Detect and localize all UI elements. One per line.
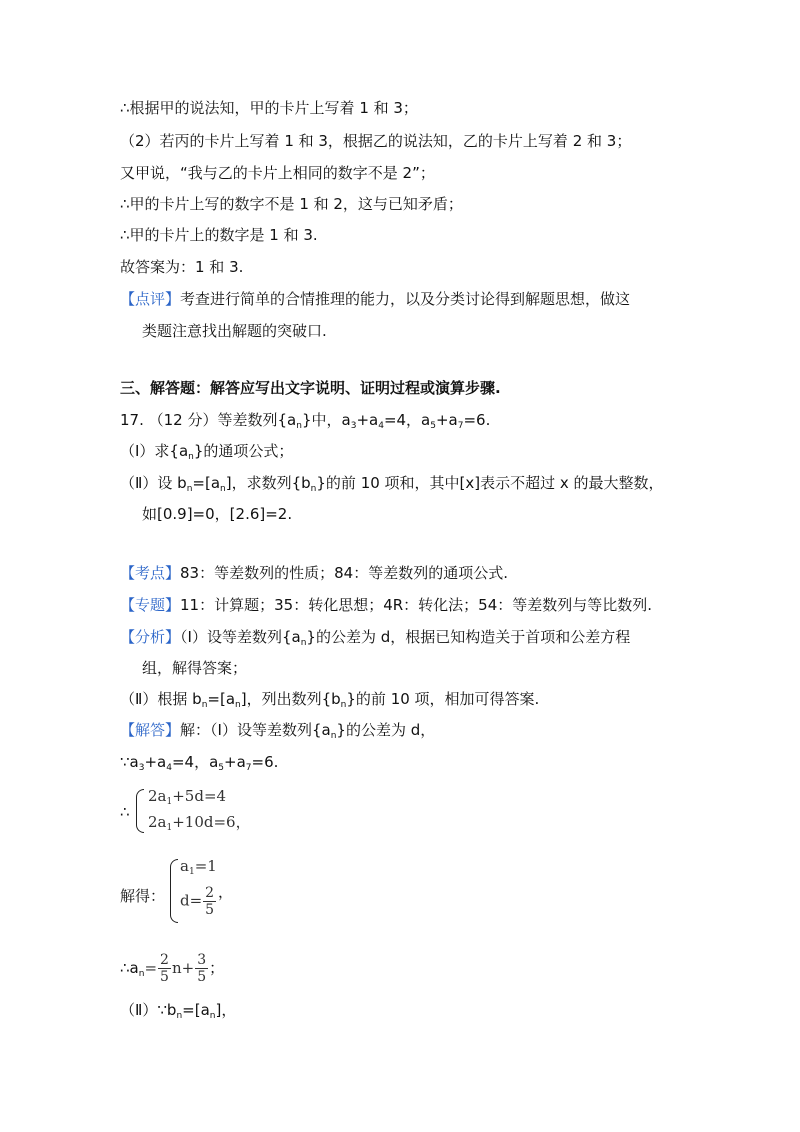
- math-text: =6.: [251, 753, 279, 771]
- section-title: 三、解答题：解答应写出文字说明、证明过程或演算步骤.: [120, 379, 501, 397]
- fenxi-line-2: [120, 689, 539, 715]
- subscript: n: [220, 484, 226, 494]
- an-formula: [120, 948, 224, 988]
- therefore-symbol: ∴: [120, 803, 130, 821]
- math-text: =: [144, 959, 158, 977]
- fraction: [195, 952, 208, 985]
- fenxi-text: （Ⅰ）设等差数列{a: [180, 628, 301, 646]
- eq-text: ，: [235, 813, 251, 831]
- brace: [170, 859, 178, 923]
- equation-1: [148, 787, 226, 807]
- brace: [136, 789, 144, 833]
- numerator: 2: [160, 952, 169, 968]
- solution-system: [120, 857, 360, 927]
- zhuanti-text: 11：计算题；35：转化思想；4R：转化法；54：等差数列与等比数列.: [180, 596, 653, 614]
- question-text: =4，a: [383, 411, 431, 429]
- fenxi-line: [120, 627, 630, 653]
- numerator: 3: [197, 952, 207, 968]
- math-text: （Ⅱ）∵b: [120, 1001, 177, 1019]
- fenxi-text: （Ⅱ）根据 b: [120, 690, 202, 708]
- fraction: [158, 952, 171, 985]
- solution-d: [180, 885, 217, 918]
- question-text: （Ⅰ）求{a: [120, 442, 189, 460]
- subscript: n: [300, 638, 307, 648]
- comment-line: [120, 289, 630, 309]
- math-text: =4，a: [171, 753, 219, 771]
- question-number: 17.: [120, 411, 144, 429]
- jieda-line: [120, 720, 435, 746]
- math-text: ∴a: [120, 959, 139, 977]
- eq-text: +10d=6: [172, 813, 236, 831]
- subscript: n: [138, 969, 145, 979]
- comment-tag: 【点评】: [120, 290, 181, 308]
- question-part-2: [120, 473, 664, 499]
- math-text: n+: [171, 959, 195, 977]
- question-text: +a: [435, 411, 458, 429]
- denominator: 5: [160, 969, 169, 985]
- subscript: n: [209, 1011, 216, 1021]
- subscript: 4: [166, 763, 172, 773]
- subscript: 5: [430, 421, 436, 431]
- zhuanti-tag: 【专题】: [120, 596, 181, 614]
- math-text: +a: [144, 753, 167, 771]
- math-text: ]，: [215, 1001, 237, 1019]
- eq-text: d=: [180, 891, 203, 910]
- text-line-5: ∴甲的卡片上的数字是 1 和 3.: [120, 226, 318, 244]
- fenxi-text: }的前 10 项，相加可得答案.: [346, 690, 540, 708]
- math-text: ∵a: [120, 753, 139, 771]
- equation-2: [148, 811, 251, 833]
- kaodian-line: [120, 563, 508, 583]
- subscript: 1: [188, 867, 195, 877]
- zhuanti-line: [120, 595, 652, 615]
- subscript: 7: [457, 421, 464, 431]
- subscript: 1: [166, 823, 173, 833]
- subscript: 3: [350, 421, 357, 431]
- question-part-2-example: 如[0.9]=0，[2.6]=2.: [142, 505, 293, 523]
- subscript: 1: [166, 797, 173, 807]
- text-line-3: 又甲说，“我与乙的卡片上相同的数字不是 2”；: [120, 164, 435, 182]
- subscript: n: [176, 1011, 183, 1021]
- text-line-1: ∴根据甲的说法知，甲的卡片上写着 1 和 3；: [120, 99, 418, 117]
- subscript: n: [310, 484, 317, 494]
- fenxi-text-2: 组，解得答案；: [142, 659, 248, 677]
- subscript: n: [235, 700, 241, 710]
- eq-text: 2a: [148, 787, 167, 805]
- subscript: 5: [218, 763, 225, 773]
- subscript: 7: [245, 763, 252, 773]
- question-text: ]，求数列{b: [225, 474, 311, 492]
- subscript: n: [201, 700, 208, 710]
- math-text: =[a: [182, 1001, 210, 1019]
- subscript: n: [188, 452, 194, 462]
- part-2-solution-line: [120, 1000, 236, 1026]
- text-line-2: （2）若丙的卡片上写着 1 和 3，根据乙的说法知，乙的卡片上写着 2 和 3；: [120, 132, 632, 150]
- subscript: n: [296, 421, 302, 431]
- eq-text: +5d=4: [172, 787, 227, 805]
- jieda-text: 解：（Ⅰ）设等差数列{a: [180, 721, 331, 739]
- eq-text: =1: [194, 857, 217, 875]
- subscript: 4: [378, 421, 384, 431]
- question-text: =[a: [192, 474, 221, 492]
- fenxi-text: =[a: [207, 690, 236, 708]
- comment-text-1: 考查进行简单的合情推理的能力，以及分类讨论得到解题思想，做这: [180, 290, 631, 308]
- question-text: }中，a: [301, 411, 351, 429]
- numerator: 2: [205, 885, 215, 901]
- question-text: }的通项公式；: [193, 442, 294, 460]
- math-text: +a: [224, 753, 246, 771]
- kaodian-text: 83：等差数列的性质；84：等差数列的通项公式.: [180, 564, 508, 582]
- question-17-stem: [120, 410, 490, 436]
- jieda-text: }的公差为 d，: [336, 721, 436, 739]
- fenxi-tag: 【分析】: [120, 628, 181, 646]
- comment-text-2: 类题注意找出解题的突破口.: [142, 322, 327, 340]
- solution-a1: [180, 857, 217, 877]
- kaodian-tag: 【考点】: [120, 564, 181, 582]
- subscript: n: [340, 700, 347, 710]
- question-part-1: [120, 441, 293, 467]
- eq-text: 2a: [148, 813, 167, 831]
- question-text: （Ⅱ）设 b: [120, 474, 187, 492]
- solve-label: 解得：: [120, 887, 166, 905]
- subscript: 3: [138, 763, 145, 773]
- denominator: 5: [197, 969, 207, 985]
- math-text: ；: [209, 959, 225, 977]
- subscript: n: [186, 484, 193, 494]
- text-line-4: ∴甲的卡片上写的数字不是 1 和 2，这与已知矛盾；: [120, 195, 463, 213]
- jieda-tag: 【解答】: [120, 721, 181, 739]
- question-text: =6.: [463, 411, 491, 429]
- fenxi-text: ]，列出数列{b: [240, 690, 341, 708]
- question-text: }的前 10 项和，其中[x]表示不超过 x 的最大整数，: [316, 474, 664, 492]
- subscript: n: [330, 731, 337, 741]
- comma: ，: [218, 883, 234, 901]
- fraction: [203, 885, 216, 918]
- eq-text: a: [180, 857, 189, 875]
- equation-system: [120, 787, 360, 837]
- question-text: +a: [356, 411, 379, 429]
- question-text: （12 分）等差数列{a: [148, 411, 297, 429]
- fenxi-text: }的公差为 d，根据已知构造关于首项和公差方程: [306, 628, 631, 646]
- because-line: [120, 752, 278, 778]
- denominator: 5: [205, 902, 215, 918]
- answer-line: 故答案为：1 和 3.: [120, 258, 244, 276]
